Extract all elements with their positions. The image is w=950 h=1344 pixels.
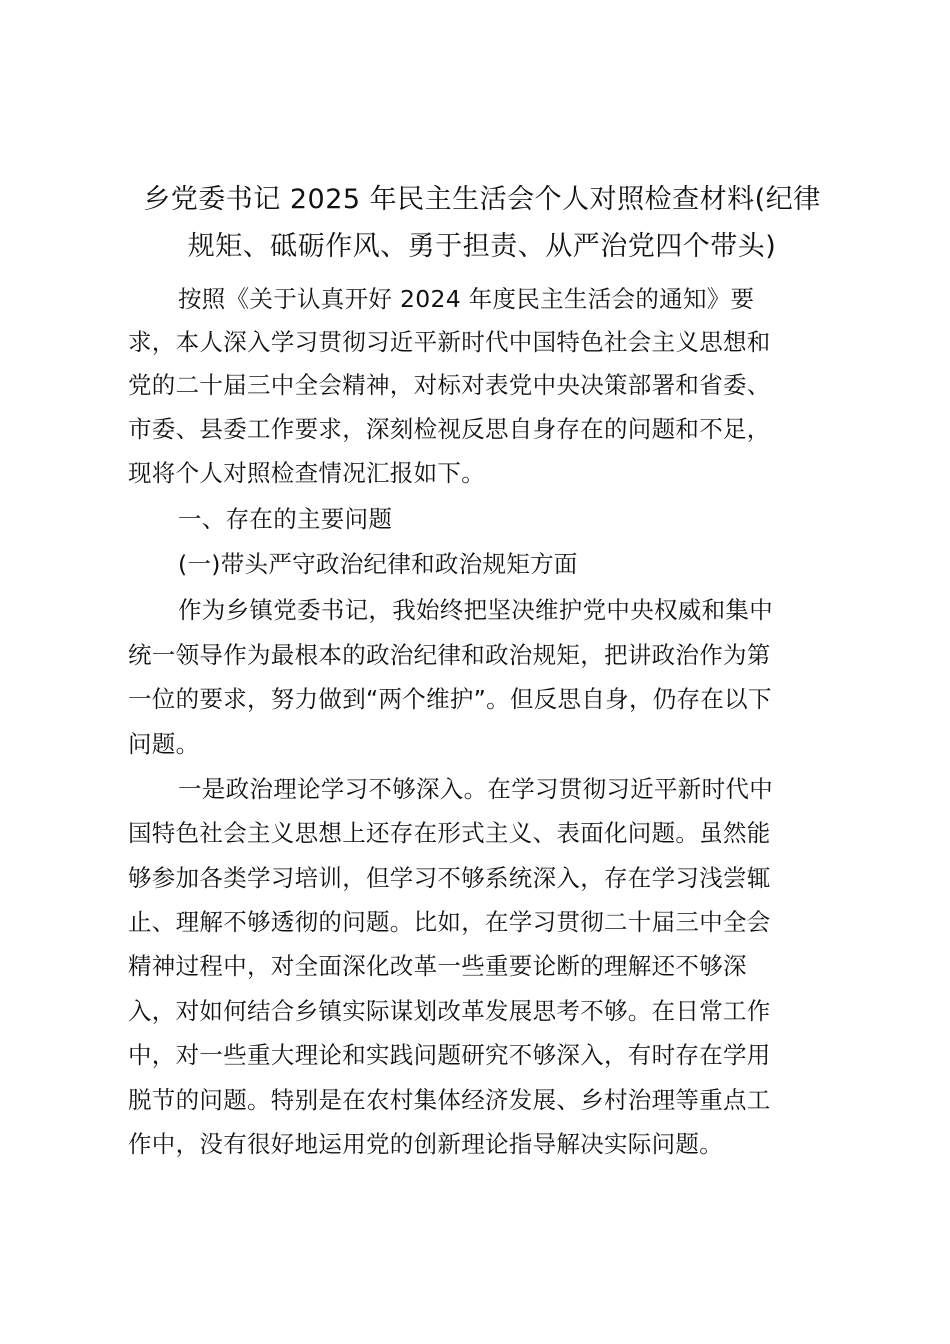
- body-paragraph-line: 统一领导作为最根本的政治纪律和政治规矩，把讲政治作为第: [128, 641, 771, 669]
- body-paragraph-line: 脱节的问题。特别是在农村集体经济发展、乡村治理等重点工: [128, 1086, 771, 1114]
- body-paragraph-line: 止、理解不够透彻的问题。比如，在学习贯彻二十届三中全会: [128, 908, 771, 936]
- subsection-heading: (一)带头严守政治纪律和政治规矩方面: [178, 550, 578, 578]
- body-paragraph-line: 国特色社会主义思想上还存在形式主义、表面化问题。虽然能: [128, 819, 771, 847]
- body-paragraph-line: 问题。: [128, 730, 200, 758]
- intro-paragraph-line: 求，本人深入学习贯彻习近平新时代中国特色社会主义思想和: [128, 328, 771, 356]
- body-paragraph-line: 精神过程中，对全面深化改革一些重要论断的理解还不够深: [128, 952, 747, 980]
- body-paragraph-line: 作中，没有很好地运用党的创新理论指导解决实际问题。: [128, 1130, 723, 1158]
- document-title-line-1: 乡党委书记 2025 年民主生活会个人对照检查材料(纪律: [143, 184, 821, 215]
- intro-paragraph-line: 现将个人对照检查情况汇报如下。: [128, 459, 485, 487]
- intro-paragraph-line: 党的二十届三中全会精神，对标对表党中央决策部署和省委、: [128, 371, 771, 399]
- body-paragraph-line: 一位的要求，努力做到“两个维护”。但反思自身，仍存在以下: [128, 685, 772, 713]
- intro-paragraph-line: 市委、县委工作要求，深刻检视反思自身存在的问题和不足，: [128, 415, 771, 443]
- intro-paragraph-line: 按照《关于认真开好 2024 年度民主生活会的通知》要: [178, 285, 755, 313]
- body-paragraph-line: 中，对一些重大理论和实践问题研究不够深入，有时存在学用: [128, 1041, 771, 1069]
- body-paragraph-line: 一是政治理论学习不够深入。在学习贯彻习近平新时代中: [178, 775, 773, 803]
- body-paragraph-line: 作为乡镇党委书记，我始终把坚决维护党中央权威和集中: [178, 596, 773, 624]
- body-paragraph-line: 够参加各类学习培训，但学习不够系统深入，存在学习浅尝辄: [128, 864, 771, 892]
- section-heading: 一、存在的主要问题: [178, 505, 393, 533]
- body-paragraph-line: 入，对如何结合乡镇实际谋划改革发展思考不够。在日常工作: [128, 997, 771, 1025]
- document-title-line-2: 规矩、砥砺作风、勇于担责、从严治党四个带头): [187, 231, 777, 262]
